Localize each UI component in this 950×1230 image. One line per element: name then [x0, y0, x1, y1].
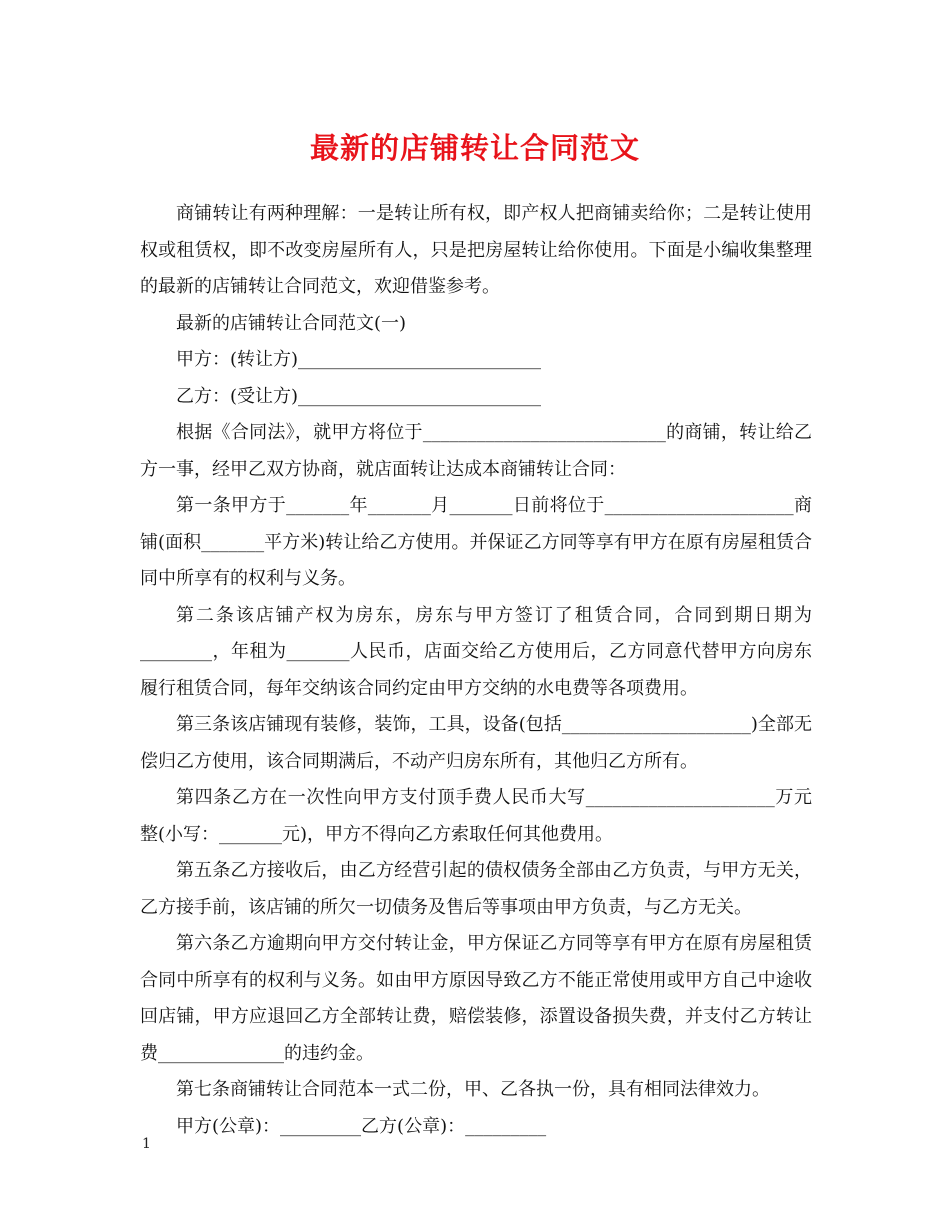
- clause-6: 第六条乙方逾期向甲方交付转让金，甲方保证乙方同等享有甲方在原有房屋租赁合同中所享有的权利与义务。如由甲方原因导致乙方不能正常使用或甲方自己中途收回店铺，甲方应退回乙方全部转让费，赔偿装修，添置设备损失费，并支付乙方转让费______________的违约金。: [140, 933, 812, 1064]
- clause-3: 第三条该店铺现有装修，装饰，工具，设备(包括_____________________)全部无偿归乙方使用，该合同期满后，不动产归房东所有，其他归乙方所有。: [140, 714, 812, 772]
- contract-basis-paragraph: 根据《合同法》，就甲方将位于___________________________的商铺，转让给乙方一事，经甲乙双方协商，就店面转让达成本商铺转让合同：: [140, 422, 812, 480]
- clause-4: 第四条乙方在一次性向甲方支付顶手费人民币大写_____________________万元整(小写：_______元)，甲方不得向乙方索取任何其他费用。: [140, 787, 812, 845]
- clause-5: 第五条乙方接收后，由乙方经营引起的债权债务全部由乙方负责，与甲方无关，乙方接手前，该店铺的所欠一切债务及售后等事项由甲方负责，与乙方无关。: [140, 860, 812, 918]
- party-a-line: 甲方：(转让方)___________________________: [176, 349, 542, 370]
- document-body: [140, 196, 812, 1145]
- page-number: 1: [142, 1136, 151, 1152]
- section-heading: 最新的店铺转让合同范文(一): [176, 312, 407, 334]
- clause-7: 第七条商铺转让合同范本一式二份，甲、乙各执一份，具有相同法律效力。: [176, 1079, 770, 1100]
- clause-2: 第二条该店铺产权为房东，房东与甲方签订了租赁合同，合同到期日期为________，年租为_______人民币，店面交给乙方使用后，乙方同意代替甲方向房东履行租赁合同，每年交纳该合同约定由甲方交纳的水电费等各项费用。: [140, 604, 812, 699]
- clause-1: 第一条甲方于_______年_______月_______日前将位于_____________________商铺(面积_______平方米)转让给乙方使用。并保证乙方同等享有甲方在原有房屋租赁合同中所享有的权利与义务。: [140, 495, 812, 589]
- party-b-line: 乙方：(受让方)___________________________: [176, 385, 542, 407]
- document-title: 最新的店铺转让合同范文: [309, 131, 640, 165]
- signature-line: 甲方(公章)：_________乙方(公章)：_________: [176, 1115, 547, 1137]
- intro-paragraph: 商铺转让有两种理解：一是转让所有权，即产权人把商铺卖给你；二是转让使用权或租赁权，即不改变房屋所有人，只是把房屋转让给你使用。下面是小编收集整理的最新的店铺转让合同范文，欢迎借鉴参考。: [140, 203, 812, 297]
